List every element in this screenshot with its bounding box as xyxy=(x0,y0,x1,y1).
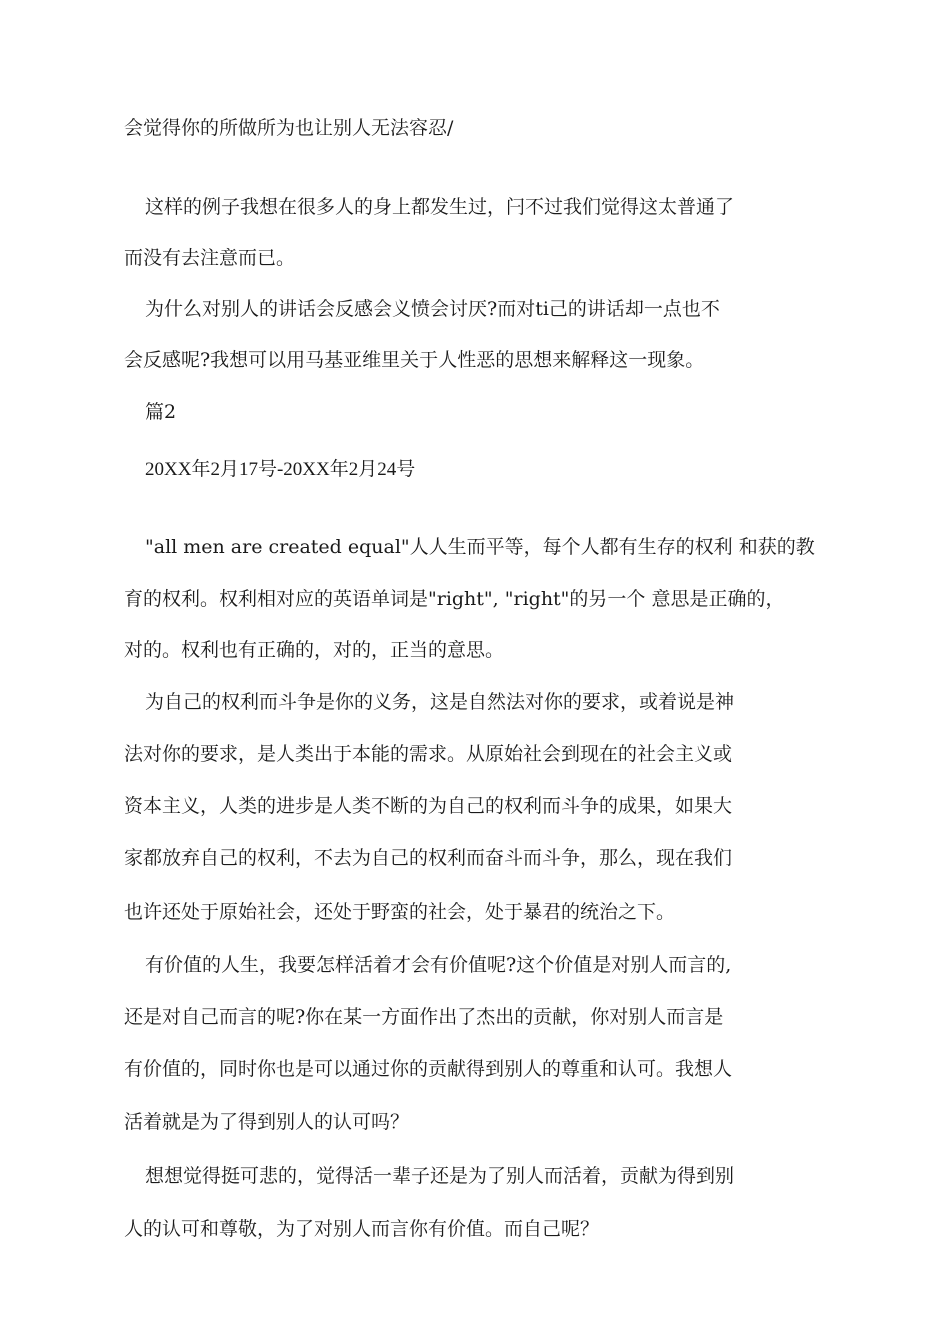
paragraph-first-line: 为自己的权利而斗争是你的义务，这是自然法对你的要求，或着说是神 xyxy=(145,691,735,713)
text-line: 会觉得你的所做所为也让别人无法容忍/ xyxy=(124,117,454,139)
text-line: 会反感呢?我想可以用马基亚维里关于人性恶的思想来解释这一现象。 xyxy=(124,349,705,371)
text-line: 活着就是为了得到别人的认可吗？ xyxy=(124,1111,410,1133)
text-line: 还是对自己而言的呢?你在某一方面作出了杰出的贡献，你对别人而言是 xyxy=(124,1006,724,1028)
text-line: 资本主义，人类的进步是人类不断的为自己的权利而斗争的成果，如果大 xyxy=(124,795,733,817)
text-line: 人的认可和尊敬，为了对别人而言你有价值。而自己呢？ xyxy=(124,1218,600,1240)
text-line: 育的权利。权利相对应的英语单词是"right", "right"的另一个 意思是正确的， xyxy=(124,588,785,610)
paragraph-first-line: 这样的例子我想在很多人的身上都发生过，闩不过我们觉得这太普通了 xyxy=(145,196,735,218)
text-line: 对的。权利也有正确的，对的，正当的意思。 xyxy=(124,639,505,661)
paragraph-first-line: 有价值的人生，我要怎样活着才会有价值呢?这个价值是对别人而言的, xyxy=(145,954,732,976)
paragraph-first-line: 想想觉得挺可悲的，觉得活一辈子还是为了别人而活着，贡献为得到别 xyxy=(145,1165,735,1187)
text-line: 有价值的，同时你也是可以通过你的贡献得到别人的尊重和认可。我想人 xyxy=(124,1058,733,1080)
section-heading: 篇2 xyxy=(145,401,177,423)
paragraph-first-line: 为什么对别人的讲话会反感会义愤会讨厌?而对ti己的讲话却一点也不 xyxy=(145,298,720,320)
text-line: 家都放弃自己的权利，不去为自己的权利而奋斗而斗争，那么，现在我们 xyxy=(124,847,733,869)
date-range: 20XX年2月17号-20XX年2月24号 xyxy=(145,459,416,480)
text-line: 也许还处于原始社会，还处于野蛮的社会，处于暴君的统治之下。 xyxy=(124,901,676,923)
text-line: 法对你的要求，是人类出于本能的需求。从原始社会到现在的社会主义或 xyxy=(124,743,733,765)
text-line: 而没有去注意而已。 xyxy=(124,247,296,269)
paragraph-first-line: "all men are created equal"人人生而平等，每个人都有生存的权利 和获的教 xyxy=(145,536,815,558)
